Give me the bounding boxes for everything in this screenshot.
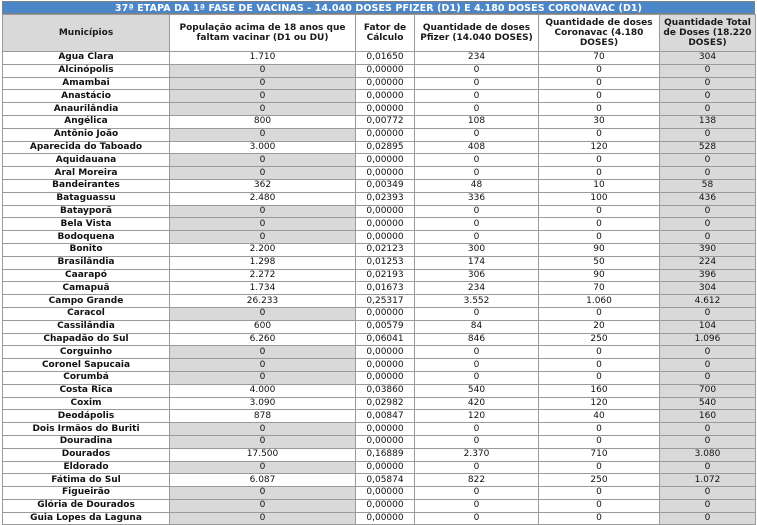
table-row — [3, 487, 756, 500]
cell-fator: 0,01253 — [356, 256, 415, 269]
cell-municipio: Douradina — [3, 435, 170, 448]
cell-populacao: 0 — [170, 64, 356, 77]
cell-total: 304 — [660, 52, 756, 65]
cell-fator: 0,00000 — [356, 205, 415, 218]
cell-fator: 0,16889 — [356, 448, 415, 461]
cell-fator: 0,02393 — [356, 192, 415, 205]
cell-municipio: Água Clara — [3, 52, 170, 65]
table-row — [3, 346, 756, 359]
cell-total: 700 — [660, 384, 756, 397]
cell-municipio: Antônio João — [3, 128, 170, 141]
cell-coronavac: 0 — [539, 218, 660, 231]
cell-coronavac: 0 — [539, 371, 660, 384]
cell-fator: 0,00000 — [356, 346, 415, 359]
cell-coronavac: 0 — [539, 435, 660, 448]
cell-municipio: Bela Vista — [3, 218, 170, 231]
cell-populacao: 0 — [170, 167, 356, 180]
cell-coronavac: 0 — [539, 346, 660, 359]
cell-municipio: Bodoquena — [3, 231, 170, 244]
cell-total: 58 — [660, 179, 756, 192]
cell-populacao: 0 — [170, 307, 356, 320]
cell-municipio: Deodápolis — [3, 410, 170, 423]
cell-municipio: Figueirão — [3, 487, 170, 500]
table-row — [3, 192, 756, 205]
vaccine-distribution-sheet — [2, 1, 755, 525]
cell-total: 540 — [660, 397, 756, 410]
cell-municipio: Anastácio — [3, 90, 170, 103]
cell-total: 0 — [660, 371, 756, 384]
cell-pfizer: 0 — [415, 167, 539, 180]
cell-municipio: Chapadão do Sul — [3, 333, 170, 346]
cell-total: 0 — [660, 64, 756, 77]
table-row — [3, 115, 756, 128]
cell-pfizer: 0 — [415, 218, 539, 231]
cell-populacao: 800 — [170, 115, 356, 128]
cell-fator: 0,00772 — [356, 115, 415, 128]
cell-total: 0 — [660, 167, 756, 180]
cell-fator: 0,00000 — [356, 64, 415, 77]
cell-municipio: Batayporã — [3, 205, 170, 218]
cell-total: 0 — [660, 218, 756, 231]
cell-coronavac: 40 — [539, 410, 660, 423]
cell-total: 528 — [660, 141, 756, 154]
cell-fator: 0,00000 — [356, 154, 415, 167]
table-row — [3, 154, 756, 167]
cell-municipio: Fátima do Sul — [3, 474, 170, 487]
cell-coronavac: 0 — [539, 103, 660, 116]
cell-coronavac: 0 — [539, 167, 660, 180]
header-total: Quantidade Total de Doses (18.220 DOSES) — [660, 15, 756, 52]
table-row — [3, 243, 756, 256]
table-row — [3, 448, 756, 461]
header-populacao: População acima de 18 anos que faltam vacinar (D1 ou DU) — [170, 15, 356, 52]
cell-fator: 0,06041 — [356, 333, 415, 346]
cell-populacao: 1.710 — [170, 52, 356, 65]
cell-municipio: Coxim — [3, 397, 170, 410]
cell-coronavac: 0 — [539, 90, 660, 103]
cell-total: 224 — [660, 256, 756, 269]
cell-total: 0 — [660, 423, 756, 436]
cell-pfizer: 846 — [415, 333, 539, 346]
cell-pfizer: 420 — [415, 397, 539, 410]
cell-coronavac: 0 — [539, 205, 660, 218]
cell-coronavac: 0 — [539, 154, 660, 167]
cell-populacao: 6.260 — [170, 333, 356, 346]
cell-populacao: 362 — [170, 179, 356, 192]
cell-total: 0 — [660, 346, 756, 359]
table-row — [3, 64, 756, 77]
table-row — [3, 359, 756, 372]
cell-pfizer: 0 — [415, 346, 539, 359]
cell-pfizer: 0 — [415, 154, 539, 167]
cell-fator: 0,25317 — [356, 295, 415, 308]
cell-populacao: 6.087 — [170, 474, 356, 487]
cell-municipio: Dois Irmãos do Buriti — [3, 423, 170, 436]
cell-total: 3.080 — [660, 448, 756, 461]
cell-municipio: Corguinho — [3, 346, 170, 359]
cell-municipio: Corumbá — [3, 371, 170, 384]
cell-fator: 0,00000 — [356, 435, 415, 448]
cell-pfizer: 306 — [415, 269, 539, 282]
cell-fator: 0,00000 — [356, 487, 415, 500]
cell-municipio: Costa Rica — [3, 384, 170, 397]
cell-municipio: Aral Moreira — [3, 167, 170, 180]
cell-pfizer: 0 — [415, 423, 539, 436]
cell-coronavac: 50 — [539, 256, 660, 269]
cell-coronavac: 250 — [539, 333, 660, 346]
cell-fator: 0,01673 — [356, 282, 415, 295]
cell-fator: 0,00000 — [356, 77, 415, 90]
cell-total: 104 — [660, 320, 756, 333]
cell-fator: 0,03860 — [356, 384, 415, 397]
table-row — [3, 512, 756, 525]
cell-municipio: Bataguassu — [3, 192, 170, 205]
cell-municipio: Amambai — [3, 77, 170, 90]
cell-total: 0 — [660, 103, 756, 116]
cell-coronavac: 0 — [539, 461, 660, 474]
table-row — [3, 320, 756, 333]
table-row — [3, 461, 756, 474]
table-row — [3, 52, 756, 65]
table-row — [3, 384, 756, 397]
cell-coronavac: 0 — [539, 77, 660, 90]
cell-pfizer: 234 — [415, 282, 539, 295]
cell-populacao: 878 — [170, 410, 356, 423]
cell-fator: 0,05874 — [356, 474, 415, 487]
table-row — [3, 435, 756, 448]
cell-total: 160 — [660, 410, 756, 423]
cell-fator: 0,00000 — [356, 461, 415, 474]
cell-populacao: 0 — [170, 231, 356, 244]
cell-total: 0 — [660, 359, 756, 372]
cell-coronavac: 90 — [539, 243, 660, 256]
cell-coronavac: 70 — [539, 282, 660, 295]
cell-total: 138 — [660, 115, 756, 128]
cell-fator: 0,00000 — [356, 218, 415, 231]
cell-municipio: Aquidauana — [3, 154, 170, 167]
cell-coronavac: 0 — [539, 359, 660, 372]
cell-fator: 0,00000 — [356, 359, 415, 372]
cell-pfizer: 0 — [415, 499, 539, 512]
table-row — [3, 205, 756, 218]
cell-populacao: 0 — [170, 103, 356, 116]
cell-populacao: 4.000 — [170, 384, 356, 397]
cell-coronavac: 710 — [539, 448, 660, 461]
cell-populacao: 2.200 — [170, 243, 356, 256]
cell-municipio: Eldorado — [3, 461, 170, 474]
sheet-title: 37ª ETAPA DA 1ª FASE DE VACINAS - 14.040 DOSES PFIZER (D1) E 4.180 DOSES CORONAVAC (D1) — [2, 1, 755, 14]
cell-fator: 0,02895 — [356, 141, 415, 154]
cell-municipio: Campo Grande — [3, 295, 170, 308]
cell-pfizer: 0 — [415, 512, 539, 525]
cell-pfizer: 300 — [415, 243, 539, 256]
cell-pfizer: 0 — [415, 128, 539, 141]
cell-pfizer: 84 — [415, 320, 539, 333]
table-row — [3, 141, 756, 154]
cell-total: 1.096 — [660, 333, 756, 346]
table-row — [3, 77, 756, 90]
cell-total: 0 — [660, 499, 756, 512]
cell-fator: 0,00000 — [356, 90, 415, 103]
cell-populacao: 3.090 — [170, 397, 356, 410]
cell-total: 0 — [660, 512, 756, 525]
cell-fator: 0,00000 — [356, 512, 415, 525]
table-row — [3, 423, 756, 436]
table-row — [3, 474, 756, 487]
cell-populacao: 0 — [170, 512, 356, 525]
cell-municipio: Glória de Dourados — [3, 499, 170, 512]
cell-municipio: Brasilândia — [3, 256, 170, 269]
cell-fator: 0,00000 — [356, 103, 415, 116]
cell-populacao: 0 — [170, 90, 356, 103]
cell-municipio: Anaurilândia — [3, 103, 170, 116]
header-coronavac: Quantidade de doses Coronavac (4.180 DOSES) — [539, 15, 660, 52]
cell-populacao: 0 — [170, 154, 356, 167]
cell-coronavac: 70 — [539, 52, 660, 65]
cell-populacao: 600 — [170, 320, 356, 333]
cell-coronavac: 20 — [539, 320, 660, 333]
cell-coronavac: 1.060 — [539, 295, 660, 308]
table-row — [3, 269, 756, 282]
cell-pfizer: 0 — [415, 307, 539, 320]
table-row — [3, 179, 756, 192]
cell-municipio: Guia Lopes da Laguna — [3, 512, 170, 525]
cell-populacao: 0 — [170, 461, 356, 474]
cell-municipio: Camapuã — [3, 282, 170, 295]
cell-fator: 0,00847 — [356, 410, 415, 423]
cell-populacao: 0 — [170, 359, 356, 372]
table-row — [3, 167, 756, 180]
cell-total: 436 — [660, 192, 756, 205]
cell-pfizer: 234 — [415, 52, 539, 65]
table-row — [3, 218, 756, 231]
cell-coronavac: 100 — [539, 192, 660, 205]
cell-municipio: Coronel Sapucaia — [3, 359, 170, 372]
cell-fator: 0,01650 — [356, 52, 415, 65]
cell-fator: 0,00349 — [356, 179, 415, 192]
cell-pfizer: 0 — [415, 359, 539, 372]
cell-total: 1.072 — [660, 474, 756, 487]
cell-populacao: 0 — [170, 371, 356, 384]
cell-pfizer: 0 — [415, 487, 539, 500]
cell-coronavac: 250 — [539, 474, 660, 487]
header-pfizer: Quantidade de doses Pfizer (14.040 DOSES) — [415, 15, 539, 52]
cell-total: 0 — [660, 154, 756, 167]
cell-fator: 0,02193 — [356, 269, 415, 282]
cell-populacao: 1.734 — [170, 282, 356, 295]
cell-municipio: Caracol — [3, 307, 170, 320]
cell-populacao: 3.000 — [170, 141, 356, 154]
cell-total: 390 — [660, 243, 756, 256]
cell-populacao: 2.272 — [170, 269, 356, 282]
cell-populacao: 26.233 — [170, 295, 356, 308]
cell-municipio: Cassilândia — [3, 320, 170, 333]
cell-populacao: 0 — [170, 435, 356, 448]
cell-total: 4.612 — [660, 295, 756, 308]
cell-coronavac: 0 — [539, 64, 660, 77]
cell-coronavac: 160 — [539, 384, 660, 397]
cell-municipio: Dourados — [3, 448, 170, 461]
cell-municipio: Alcinópolis — [3, 64, 170, 77]
cell-fator: 0,00000 — [356, 499, 415, 512]
cell-fator: 0,00000 — [356, 231, 415, 244]
table-row — [3, 295, 756, 308]
cell-coronavac: 0 — [539, 499, 660, 512]
cell-pfizer: 336 — [415, 192, 539, 205]
cell-coronavac: 0 — [539, 307, 660, 320]
cell-coronavac: 90 — [539, 269, 660, 282]
cell-total: 0 — [660, 307, 756, 320]
cell-total: 0 — [660, 231, 756, 244]
cell-coronavac: 0 — [539, 512, 660, 525]
cell-populacao: 17.500 — [170, 448, 356, 461]
cell-pfizer: 174 — [415, 256, 539, 269]
header-fator: Fator de Cálculo — [356, 15, 415, 52]
cell-pfizer: 108 — [415, 115, 539, 128]
cell-total: 0 — [660, 77, 756, 90]
table-row — [3, 371, 756, 384]
cell-coronavac: 0 — [539, 128, 660, 141]
header-row — [3, 15, 756, 52]
cell-total: 0 — [660, 487, 756, 500]
cell-total: 0 — [660, 435, 756, 448]
table-row — [3, 256, 756, 269]
cell-pfizer: 48 — [415, 179, 539, 192]
cell-fator: 0,00000 — [356, 423, 415, 436]
cell-pfizer: 0 — [415, 64, 539, 77]
cell-populacao: 0 — [170, 218, 356, 231]
cell-total: 396 — [660, 269, 756, 282]
distribution-table — [2, 14, 756, 525]
cell-fator: 0,00579 — [356, 320, 415, 333]
cell-municipio: Bandeirantes — [3, 179, 170, 192]
cell-populacao: 0 — [170, 346, 356, 359]
cell-pfizer: 408 — [415, 141, 539, 154]
cell-coronavac: 120 — [539, 141, 660, 154]
cell-pfizer: 0 — [415, 90, 539, 103]
cell-pfizer: 540 — [415, 384, 539, 397]
cell-pfizer: 822 — [415, 474, 539, 487]
cell-coronavac: 0 — [539, 487, 660, 500]
cell-coronavac: 120 — [539, 397, 660, 410]
cell-pfizer: 0 — [415, 231, 539, 244]
cell-fator: 0,00000 — [356, 167, 415, 180]
cell-total: 304 — [660, 282, 756, 295]
table-row — [3, 282, 756, 295]
table-row — [3, 90, 756, 103]
cell-populacao: 0 — [170, 487, 356, 500]
cell-pfizer: 2.370 — [415, 448, 539, 461]
cell-pfizer: 0 — [415, 103, 539, 116]
cell-fator: 0,00000 — [356, 371, 415, 384]
cell-municipio: Aparecida do Taboado — [3, 141, 170, 154]
cell-pfizer: 0 — [415, 77, 539, 90]
cell-coronavac: 0 — [539, 423, 660, 436]
table-row — [3, 333, 756, 346]
header-municipios: Municípios — [3, 15, 170, 52]
cell-coronavac: 30 — [539, 115, 660, 128]
table-row — [3, 397, 756, 410]
cell-pfizer: 3.552 — [415, 295, 539, 308]
cell-populacao: 0 — [170, 423, 356, 436]
cell-municipio: Angélica — [3, 115, 170, 128]
table-row — [3, 128, 756, 141]
table-row — [3, 103, 756, 116]
table-row — [3, 410, 756, 423]
table-row — [3, 231, 756, 244]
cell-total: 0 — [660, 128, 756, 141]
cell-coronavac: 10 — [539, 179, 660, 192]
cell-populacao: 1.298 — [170, 256, 356, 269]
table-row — [3, 499, 756, 512]
cell-municipio: Caarapó — [3, 269, 170, 282]
cell-fator: 0,00000 — [356, 128, 415, 141]
cell-pfizer: 120 — [415, 410, 539, 423]
cell-municipio: Bonito — [3, 243, 170, 256]
cell-fator: 0,02982 — [356, 397, 415, 410]
cell-populacao: 0 — [170, 77, 356, 90]
cell-populacao: 0 — [170, 128, 356, 141]
cell-pfizer: 0 — [415, 461, 539, 474]
table-row — [3, 307, 756, 320]
cell-total: 0 — [660, 461, 756, 474]
cell-fator: 0,02123 — [356, 243, 415, 256]
cell-pfizer: 0 — [415, 371, 539, 384]
cell-coronavac: 0 — [539, 231, 660, 244]
cell-total: 0 — [660, 90, 756, 103]
cell-pfizer: 0 — [415, 435, 539, 448]
cell-populacao: 2.480 — [170, 192, 356, 205]
cell-pfizer: 0 — [415, 205, 539, 218]
cell-populacao: 0 — [170, 499, 356, 512]
cell-total: 0 — [660, 205, 756, 218]
cell-populacao: 0 — [170, 205, 356, 218]
cell-fator: 0,00000 — [356, 307, 415, 320]
